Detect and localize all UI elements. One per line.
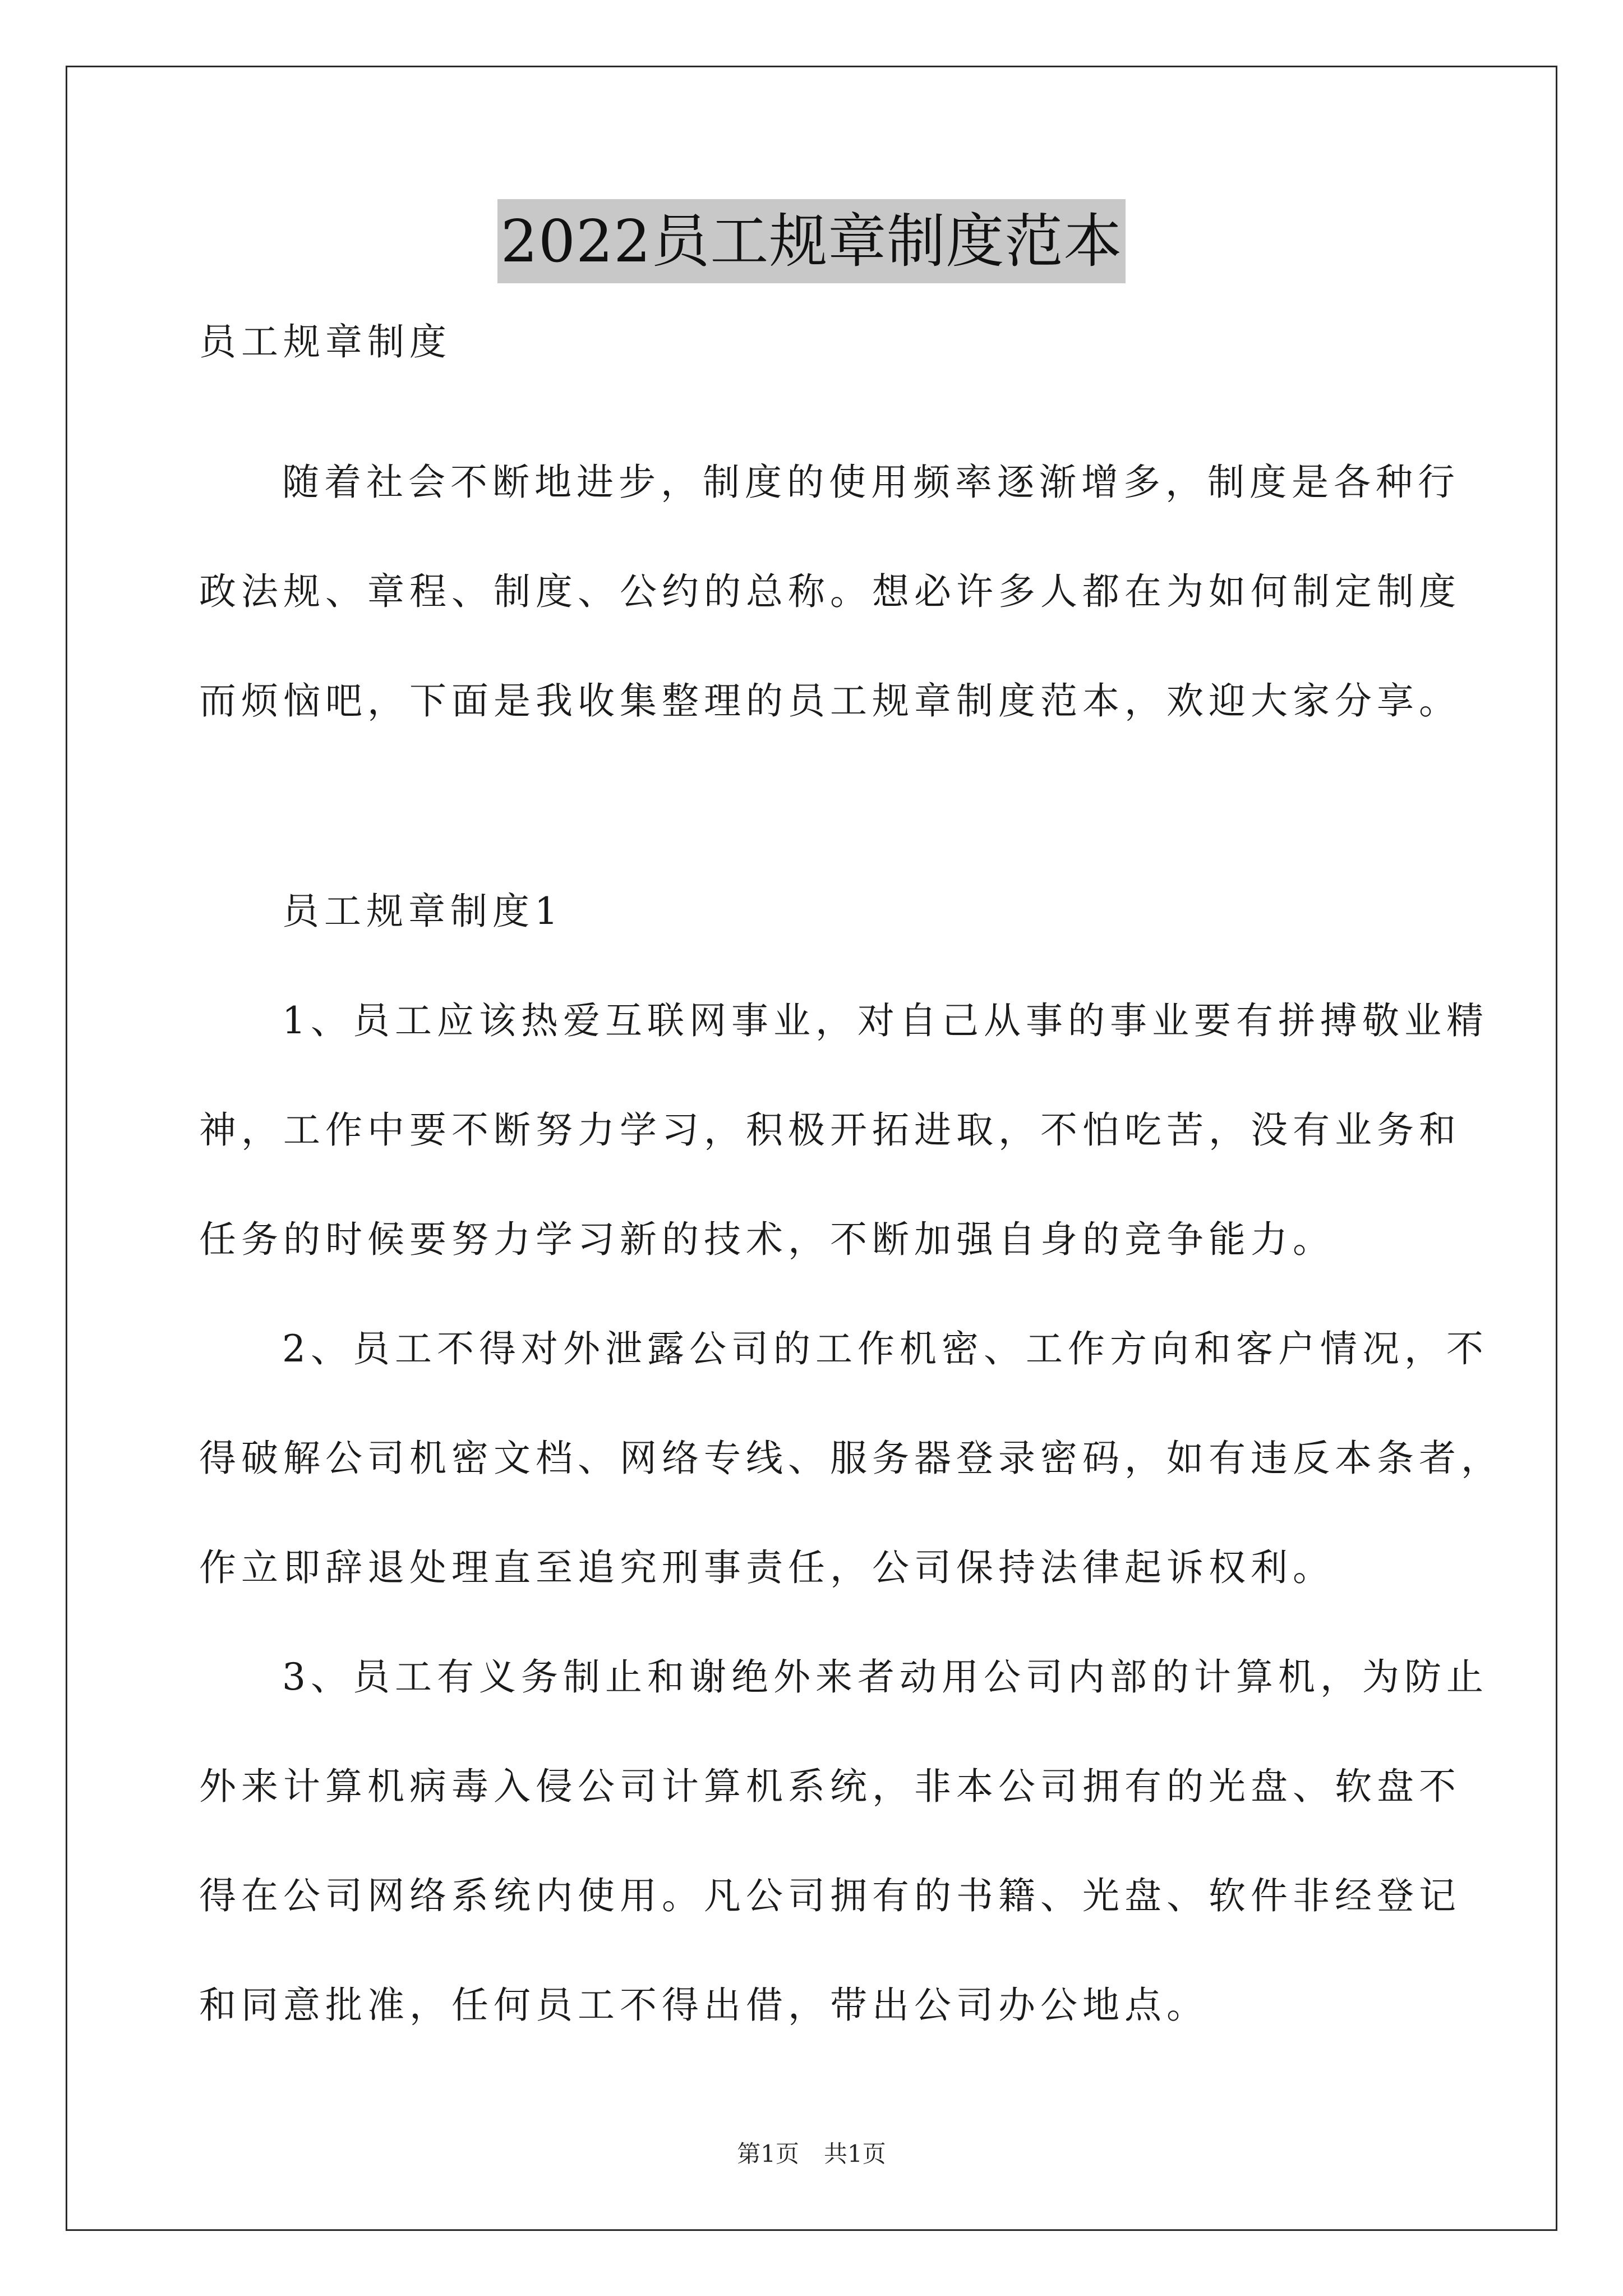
section-heading: 员工规章制度 xyxy=(199,320,451,364)
paragraph-line: 随着社会不断地进步，制度的使用频率逐渐增多，制度是各种行 xyxy=(282,461,1460,504)
paragraph-line: 任务的时候要努力学习新的技术，不断加强自身的竞争能力。 xyxy=(199,1218,1335,1261)
document-title: 2022员工规章制度范本 xyxy=(497,199,1126,283)
paragraph-line: 作立即辞退处理直至追究刑事责任，公司保持法律起诉权利。 xyxy=(199,1546,1335,1589)
page-total: 共1页 xyxy=(824,2140,886,2168)
paragraph-line: 2、员工不得对外泄露公司的工作机密、工作方向和客户情况，不 xyxy=(282,1327,1488,1370)
paragraph-line: 得在公司网络系统内使用。凡公司拥有的书籍、光盘、软件非经登记 xyxy=(199,1874,1461,1917)
paragraph-line: 3、员工有义务制止和谢绝外来者动用公司内部的计算机，为防止 xyxy=(282,1655,1488,1699)
paragraph-line: 神，工作中要不断努力学习，积极开拓进取，不怕吃苦，没有业务和 xyxy=(199,1108,1461,1152)
paragraph-line: 1、员工应该热爱互联网事业，对自己从事的事业要有拼搏敬业精 xyxy=(282,999,1488,1042)
paragraph-line: 和同意批准，任何员工不得出借，带出公司办公地点。 xyxy=(199,1984,1209,2027)
page-footer xyxy=(0,2137,1623,2171)
paragraph-line: 政法规、章程、制度、公约的总称。想必许多人都在为如何制定制度 xyxy=(199,570,1461,613)
subsection-heading: 员工规章制度1 xyxy=(282,890,563,933)
page-number: 第1页 xyxy=(737,2140,799,2168)
paragraph-line: 而烦恼吧，下面是我收集整理的员工规章制度范本，欢迎大家分享。 xyxy=(199,679,1461,723)
paragraph-line: 外来计算机病毒入侵公司计算机系统，非本公司拥有的光盘、软盘不 xyxy=(199,1765,1461,1808)
paragraph-line: 得破解公司机密文档、网络专线、服务器登录密码，如有违反本条者， xyxy=(199,1437,1503,1480)
title-container xyxy=(0,199,1623,283)
